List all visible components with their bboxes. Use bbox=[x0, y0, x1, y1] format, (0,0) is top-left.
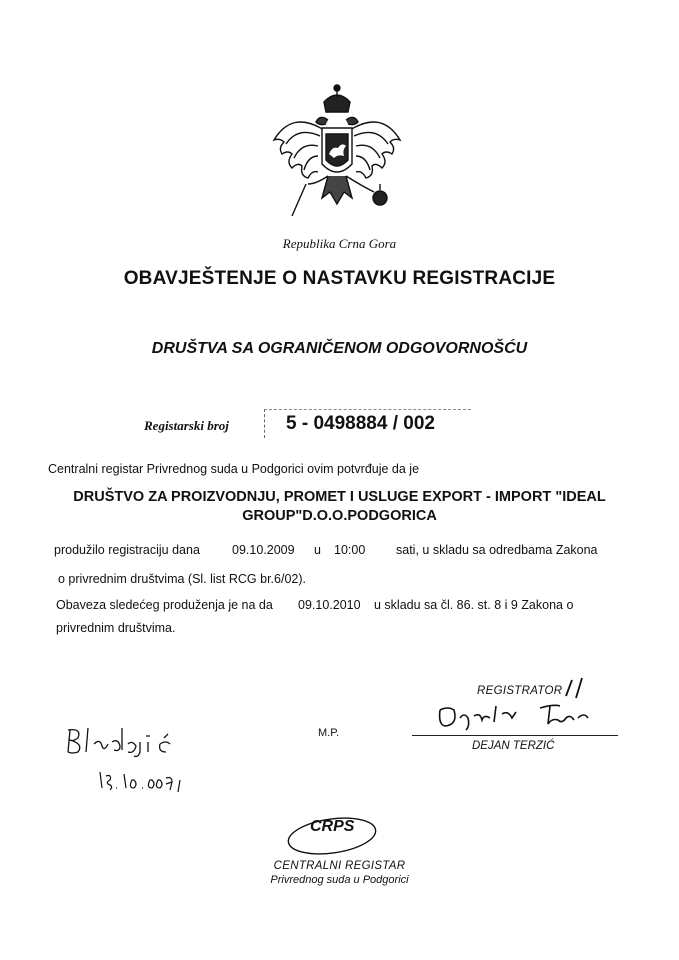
handwritten-date bbox=[96, 766, 206, 796]
registration-number: 5 - 0498884 / 002 bbox=[286, 413, 435, 434]
article-reference-text: u skladu sa čl. 86. st. 8 i 9 Zakona o bbox=[374, 598, 574, 612]
central-registry-label: CENTRALNI REGISTAR bbox=[273, 860, 406, 872]
document-subtitle: DRUŠTVA SA OGRANIČENOM ODGOVORNOŠĆU bbox=[151, 340, 528, 357]
registration-date: 09.10.2009 bbox=[232, 543, 295, 557]
signature-line bbox=[412, 735, 618, 736]
document-title: OBAVJEŠTENJE O NASTAVKU REGISTRACIJE bbox=[123, 268, 556, 289]
extension-text: produžilo registraciju dana bbox=[54, 543, 200, 557]
company-name: DRUŠTVO ZA PROIZVODNJU, PROMET I USLUGE EXPORT - IMPORT "IDEAL GROUP"D.O.O.PODGORICA bbox=[73, 489, 606, 524]
law-reference-text: sati, u skladu sa odredbama Zakona bbox=[396, 543, 598, 557]
registrar-title: REGISTRATOR bbox=[477, 685, 563, 697]
crps-logo-text: CRPS bbox=[310, 818, 355, 835]
registrar-signature bbox=[436, 700, 606, 734]
handwritten-name bbox=[64, 722, 194, 758]
law-name-text: privrednim društvima. bbox=[56, 621, 176, 635]
intro-text: Centralni registar Privrednog suda u Podgorici ovim potvrđuje da je bbox=[48, 462, 420, 476]
coat-of-arms-icon bbox=[262, 80, 412, 230]
court-label: Privrednog suda u Podgorici bbox=[270, 874, 409, 886]
registration-label: Registarski broj bbox=[144, 418, 229, 433]
law-gazette-text: o privrednim društvima (Sl. list RCG br.6/02). bbox=[58, 572, 306, 586]
registration-time: 10:00 bbox=[334, 543, 366, 557]
republic-name: Republika Crna Gora bbox=[282, 236, 397, 251]
registrar-name: DEJAN TERZIĆ bbox=[472, 740, 555, 752]
registrar-initial-signature bbox=[560, 676, 590, 700]
stamp-place-label: M.P. bbox=[318, 727, 340, 739]
next-extension-date: 09.10.2010 bbox=[298, 598, 361, 612]
next-extension-text: Obaveza sledećeg produženja je na da bbox=[56, 598, 273, 612]
at-word: u bbox=[314, 543, 321, 557]
